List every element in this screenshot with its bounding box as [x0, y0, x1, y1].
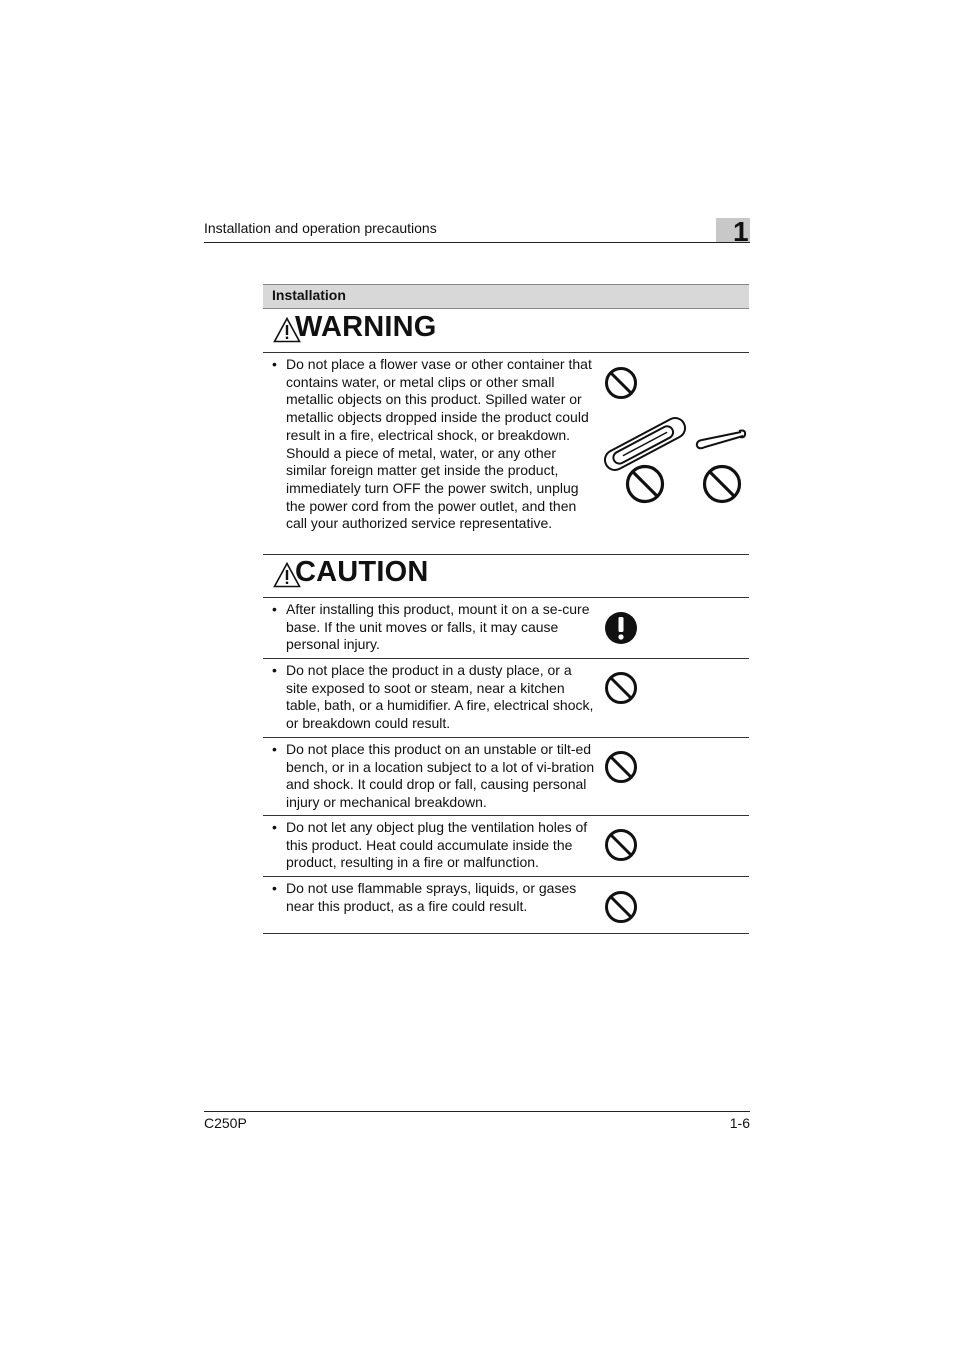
bullet: • [272, 819, 277, 835]
caution-item [263, 741, 749, 815]
warning-item-paragraph-2: Should a piece of metal, water, or any other similar foreign matter get inside the product, immediately turn OFF the power switch, unplug the power cord from the power outlet, and then call your authorized service representative. [286, 444, 579, 532]
caution-item [263, 662, 749, 737]
bullet: • [272, 662, 277, 678]
divider [263, 352, 749, 353]
running-header-title: Installation and operation precautions [204, 220, 437, 236]
bullet: • [272, 356, 277, 372]
caution-item-text: After installing this product, mount it on a se-cure base. If the unit moves or falls, it may cause personal injury. [286, 601, 590, 653]
warning-item-text [286, 356, 596, 533]
safety-pin-icon [693, 426, 749, 454]
warning-item [263, 356, 749, 554]
caution-item-text: Do not place this product on an unstable or tilt-ed bench, or in a location subject to a lot of vi-bration and shock. It could drop or fall, causing personal injury or mechanical breakdown. [286, 741, 595, 811]
warning-heading [263, 310, 749, 352]
warning-item-paragraph-1: Do not place a flower vase or other container that contains water, or metal clips or other small metallic objects on this product. Spilled water or metallic objects dropped inside the product could result in a fire, electrical shock, or breakdown. [286, 356, 592, 443]
divider [263, 815, 749, 816]
chapter-number: 1 [733, 216, 749, 247]
caution-item-text: Do not place the product in a dusty place, or a site exposed to soot or steam, near a kitchen table, bath, or a humidifier. A fire, electrical shock, or breakdown could result. [286, 662, 594, 732]
caution-label: CAUTION [295, 556, 429, 588]
bullet: • [272, 880, 277, 896]
caution-item-text: Do not let any object plug the ventilation holes of this product. Heat could accumulate inside the product, resulting in a fire or malfunction. [286, 819, 588, 871]
bullet: • [272, 741, 277, 757]
prohibited-icon [604, 828, 638, 862]
divider [263, 737, 749, 738]
warning-label: WARNING [295, 311, 437, 343]
header-rule [204, 242, 750, 243]
footer-model: C250P [204, 1115, 247, 1131]
prohibited-icon [604, 671, 638, 705]
caution-heading [263, 555, 749, 597]
divider [263, 876, 749, 877]
prohibited-icon [625, 464, 665, 504]
prohibited-icon [702, 464, 742, 504]
caution-item [263, 601, 749, 658]
divider [263, 658, 749, 659]
divider [263, 933, 749, 934]
footer-page-number: 1-6 [729, 1115, 750, 1131]
prohibited-icon [604, 366, 638, 400]
section-title: Installation [272, 287, 346, 303]
prohibited-icon [604, 890, 638, 924]
caution-item [263, 880, 749, 933]
prohibited-icon [604, 750, 638, 784]
footer-rule [204, 1111, 750, 1112]
caution-item-text: Do not use flammable sprays, liquids, or gases near this product, as a fire could result. [286, 880, 577, 914]
mandatory-action-icon [604, 611, 638, 645]
caution-item [263, 819, 749, 876]
divider [263, 597, 749, 598]
bullet: • [272, 601, 277, 617]
